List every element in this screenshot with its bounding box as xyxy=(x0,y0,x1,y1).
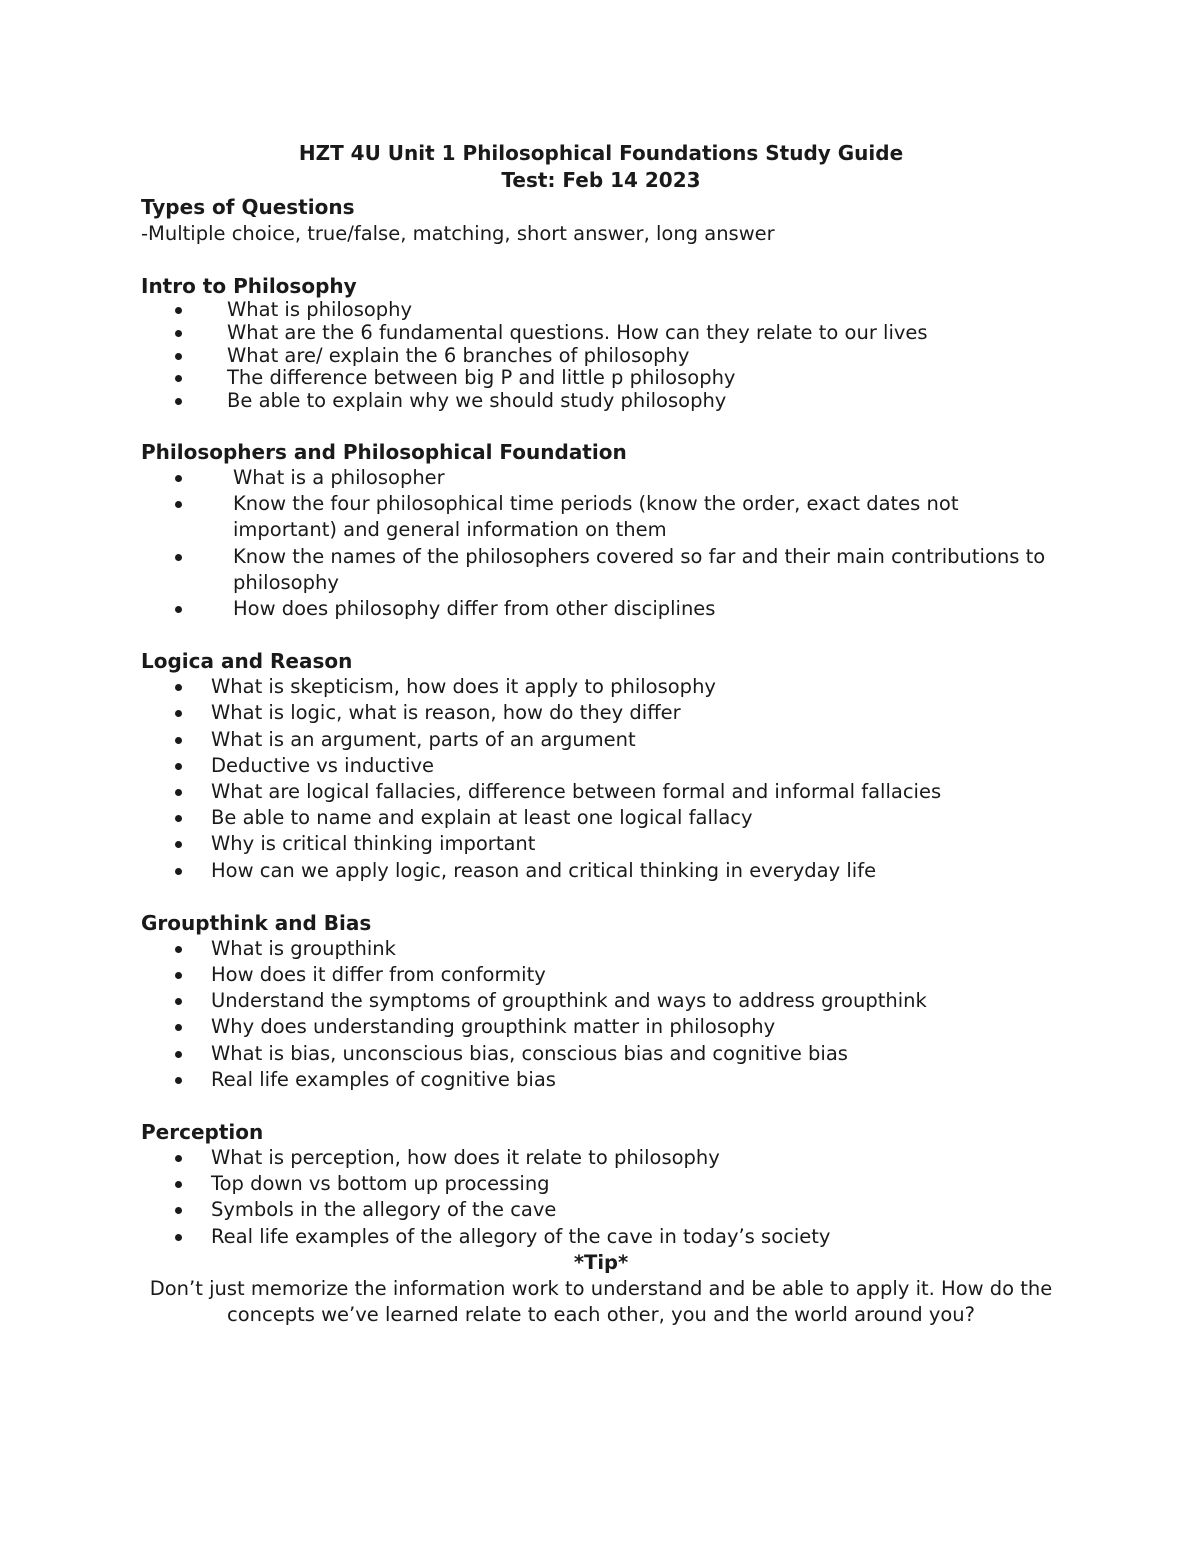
section-heading-logic: Logica and Reason xyxy=(141,649,353,674)
list-item: Understand the symptoms of groupthink and ways to address groupthink xyxy=(141,988,1061,1014)
list-item: Why does understanding groupthink matter in philosophy xyxy=(141,1014,1061,1040)
list-item: Real life examples of cognitive bias xyxy=(141,1067,1061,1093)
list-item: What is skepticism, how does it apply to philosophy xyxy=(141,674,1061,700)
list-item: How can we apply logic, reason and critical thinking in everyday life xyxy=(141,858,1061,884)
list-item: Know the names of the philosophers covered so far and their main contributions to philosophy xyxy=(141,544,1061,596)
bullet-icon xyxy=(175,330,182,337)
bullet-icon xyxy=(175,946,182,953)
bullet-icon xyxy=(175,841,182,848)
bullet-icon xyxy=(175,815,182,822)
intro-list xyxy=(141,299,1061,413)
bullet-icon xyxy=(175,1077,182,1084)
list-item: What is bias, unconscious bias, conscious bias and cognitive bias xyxy=(141,1041,1061,1067)
list-item: Know the four philosophical time periods (know the order, exact dates not important) and general information on them xyxy=(141,491,1061,543)
bullet-icon xyxy=(175,375,182,382)
list-item: Symbols in the allegory of the cave xyxy=(141,1197,1061,1223)
logic-list xyxy=(141,674,1061,884)
bullet-icon xyxy=(175,972,182,979)
tip-body: Don’t just memorize the information work to understand and be able to apply it. How do the concepts we’ve learned relate to each other, you and the world around you? xyxy=(149,1276,1053,1326)
list-item: How does it differ from conformity xyxy=(141,962,1061,988)
tip-heading: *Tip* xyxy=(573,1250,629,1274)
document-subtitle: Test: Feb 14 2023 xyxy=(501,168,701,192)
bullet-icon xyxy=(175,606,182,613)
list-item: What are/ explain the 6 branches of philosophy xyxy=(141,345,1061,368)
bullet-icon xyxy=(175,1024,182,1031)
bullet-icon xyxy=(175,554,182,561)
section-heading-intro: Intro to Philosophy xyxy=(141,274,357,298)
list-item: Be able to explain why we should study philosophy xyxy=(141,390,1061,413)
bullet-icon xyxy=(175,1207,182,1214)
bullet-icon xyxy=(175,763,182,770)
list-item: What is a philosopher xyxy=(141,465,1061,491)
section-heading-groupthink: Groupthink and Bias xyxy=(141,910,372,935)
list-item: How does philosophy differ from other disciplines xyxy=(141,596,1061,622)
list-item: What is an argument, parts of an argument xyxy=(141,727,1061,753)
types-of-questions-text: -Multiple choice, true/false, matching, short answer, long answer xyxy=(141,222,775,245)
philosophers-list xyxy=(141,465,1061,622)
section-heading-philosophers: Philosophers and Philosophical Foundation xyxy=(141,439,627,464)
list-item: Deductive vs inductive xyxy=(141,753,1061,779)
bullet-icon xyxy=(175,998,182,1005)
bullet-icon xyxy=(175,710,182,717)
bullet-icon xyxy=(175,789,182,796)
section-heading-types: Types of Questions xyxy=(141,195,355,219)
list-item: What are logical fallacies, difference between formal and informal fallacies xyxy=(141,779,1061,805)
bullet-icon xyxy=(175,737,182,744)
bullet-icon xyxy=(175,684,182,691)
bullet-icon xyxy=(175,1234,182,1241)
document-page xyxy=(141,140,1061,1328)
perception-list xyxy=(141,1145,1061,1250)
bullet-icon xyxy=(175,475,182,482)
list-item: The difference between big P and little p philosophy xyxy=(141,367,1061,390)
list-item: What is groupthink xyxy=(141,936,1061,962)
bullet-icon xyxy=(175,1051,182,1058)
groupthink-list xyxy=(141,936,1061,1093)
document-title: HZT 4U Unit 1 Philosophical Foundations Study Guide xyxy=(298,141,904,165)
list-item: Be able to name and explain at least one logical fallacy xyxy=(141,805,1061,831)
list-item: What is philosophy xyxy=(141,299,1061,322)
section-heading-perception: Perception xyxy=(141,1120,264,1145)
bullet-icon xyxy=(175,398,182,405)
bullet-icon xyxy=(175,353,182,360)
bullet-icon xyxy=(175,1155,182,1162)
bullet-icon xyxy=(175,307,182,314)
bullet-icon xyxy=(175,1181,182,1188)
list-item: Why is critical thinking important xyxy=(141,831,1061,857)
list-item: What is perception, how does it relate to philosophy xyxy=(141,1145,1061,1171)
list-item: Real life examples of the allegory of the cave in today’s society xyxy=(141,1224,1061,1250)
list-item: What are the 6 fundamental questions. How can they relate to our lives xyxy=(141,322,1061,345)
bullet-icon xyxy=(175,501,182,508)
list-item: Top down vs bottom up processing xyxy=(141,1171,1061,1197)
list-item: What is logic, what is reason, how do they differ xyxy=(141,700,1061,726)
bullet-icon xyxy=(175,868,182,875)
